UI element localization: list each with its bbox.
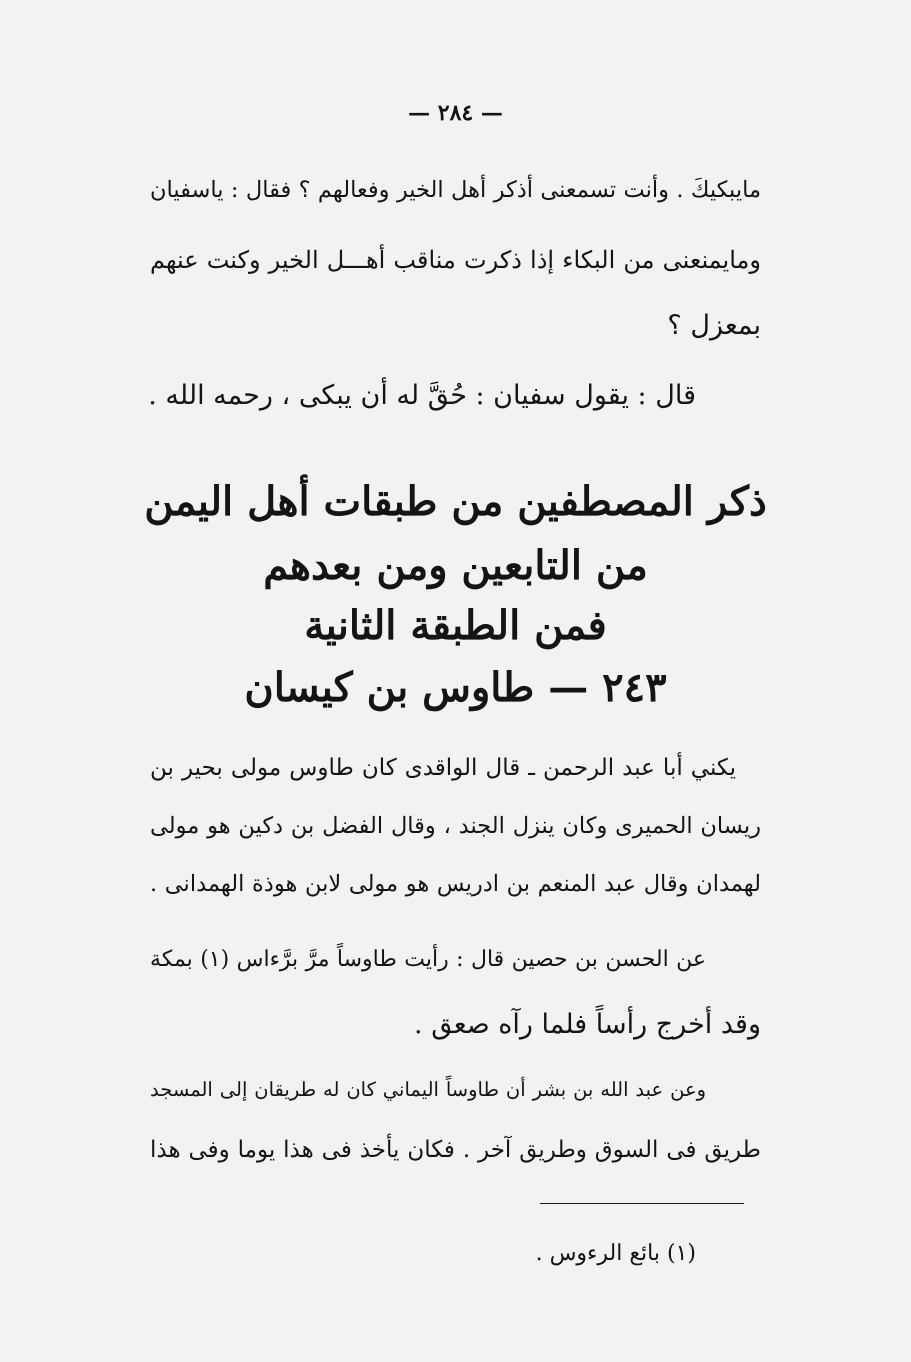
text-line: طريق فى السوق وطريق آخر . فكان يأخذ فى هذا يوما وفى هذا: [150, 1137, 761, 1163]
text-line: يكني أبا عبد الرحمن ـ قال الواقدى كان طاوس مولى بحير بن: [150, 755, 736, 781]
footnote-divider: [540, 1203, 744, 1204]
text-line: مايبكيكَ . وأنت تسمعنى أذكر أهل الخير وفعالهم ؟ فقال : ياسفيان: [150, 177, 761, 203]
text-line: وقد أخرج رأساً فلما رآه صعق .: [414, 1009, 761, 1040]
page-number: — ٢٨٤ —: [408, 100, 503, 126]
footnote: (١) بائع الرءوس .: [535, 1241, 696, 1266]
text-line: لهمدان وقال عبد المنعم بن ادريس هو مولى لابن هوذة الهمدانى .: [150, 871, 761, 897]
entry-heading: ٢٤٣ — طاوس بن كيسان: [244, 664, 667, 711]
text-line: وعن عبد الله بن بشر أن طاوساً اليماني كان له طريقان إلى المسجد: [150, 1078, 706, 1101]
section-heading: ذكر المصطفين من طبقات أهل اليمن: [144, 478, 767, 525]
text-line: ومايمنعنى من البكاء إذا ذكرت مناقب أهـــل الخير وكنت عنهم: [150, 246, 761, 274]
section-heading: من التابعين ومن بعدهم: [263, 542, 648, 589]
section-heading: فمن الطبقة الثانية: [304, 602, 607, 649]
text-line: قال : يقول سفيان : حُقَّ له أن يبكى ، رحمه الله .: [148, 380, 696, 411]
text-line: عن الحسن بن حصين قال : رأيت طاوساً مرَّ برَّءاس (١) بمكة: [150, 947, 706, 972]
text-line: ريسان الحميرى وكان ينزل الجند ، وقال الفضل بن دكين هو مولى: [150, 813, 761, 839]
text-line: بمعزل ؟: [667, 310, 761, 341]
